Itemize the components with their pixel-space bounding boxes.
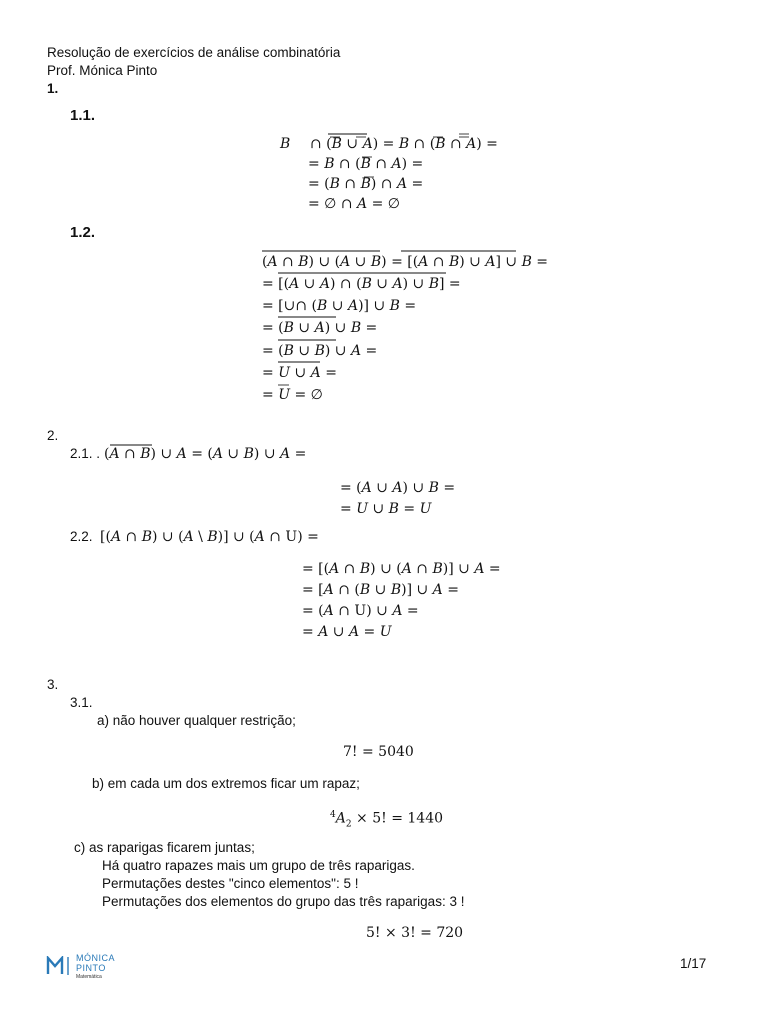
section-2-1-label: 2.1. . [70, 446, 101, 461]
eq-1-2-line-2: = [(A ∪ A) ∩ (B ∪ A) ∪ B] = [262, 276, 461, 292]
svg-text:= (A ∩ U) ∪ A =: = (A ∩ U) ∪ A = [302, 603, 419, 619]
logo-m-icon [46, 956, 74, 976]
eq-1-2-line-6: = U ∪ A = [262, 365, 337, 381]
logo-line-2: PINTO [76, 963, 106, 973]
item-b-equation [330, 806, 443, 833]
item-a-equation: 7! = 5040 [343, 744, 414, 760]
item-b-sup: 4 [330, 810, 336, 820]
eq-1-2-line-4: = (B ∪ A) ∪ B = [262, 320, 378, 336]
section-3-1-label: 3.1. [70, 695, 93, 710]
svg-text:(A ∩ B) ∪ A = (A ∪ B) ∪ A =: (A ∩ B) ∪ A = (A ∪ B) ∪ A = [104, 446, 307, 462]
eq-1-1-line-4: = ∅ ∩ A = ∅ [308, 196, 400, 212]
section-1-1-equations [270, 126, 510, 218]
eq-2-2-first [96, 522, 336, 550]
section-2-2-label: 2.2. [70, 529, 93, 544]
author-logo [46, 954, 156, 984]
logo-subtitle: Matemática [76, 974, 102, 980]
eq-1-1-line-2: = B ∩ (B ∩ A) = [308, 156, 424, 172]
item-a-text: a) não houver qualquer restrição; [97, 713, 296, 728]
eq-1-1-line-1: B [280, 136, 291, 152]
eq-2-1-rest [336, 474, 476, 520]
eq-1-2-line-3: = [∪∩ (B ∪ A)] ∪ B = [262, 298, 417, 314]
item-c-line-1: Há quatro rapazes mais um grupo de três raparigas. [102, 858, 415, 873]
eq-1-2-line-5: = (B ∪ B) ∪ A = [262, 343, 378, 359]
svg-text:= A ∪ A = U: = A ∪ A = U [302, 624, 392, 640]
question-3-label: 3. [47, 677, 59, 692]
svg-text:= [(A ∩ B) ∪ (A ∩ B)] ∪ A =: = [(A ∩ B) ∪ (A ∩ B)] ∪ A = [302, 561, 501, 577]
svg-text:= [A ∩ (B ∪ B)] ∪ A =: = [A ∩ (B ∪ B)] ∪ A = [302, 582, 459, 598]
section-1-2-label: 1.2. [70, 224, 96, 241]
section-1-2-equations [258, 244, 558, 404]
item-c-text: c) as raparigas ficarem juntas; [74, 840, 255, 855]
eq-2-1-first [102, 438, 322, 466]
item-b-text: b) em cada um dos extremos ficar um rapaz; [92, 776, 360, 791]
section-1-1-label: 1.1. [70, 107, 96, 124]
eq-1-1-line-3: = (B ∩ B) ∩ A = [308, 176, 424, 192]
svg-text:[(A ∩ B) ∪ (A \ B)] ∪ (A ∩ U): [(A ∩ B) ∪ (A \ B)] ∪ (A ∩ U) = [100, 529, 319, 545]
question-2-label: 2. [47, 428, 59, 443]
eq-2-2-rest [298, 555, 518, 645]
author-name: Prof. Mónica Pinto [47, 63, 158, 78]
question-1-label: 1. [47, 81, 59, 96]
item-c-line-2: Permutações destes "cinco elementos": 5 ! [102, 876, 359, 891]
item-b-arrangement: A [335, 810, 346, 827]
logo-line-1: MÓNICA [76, 953, 115, 963]
document-title: Resolução de exercícios de análise combinatória [47, 45, 341, 60]
page-number: 1/17 [680, 956, 707, 971]
item-b-rest: × 5! = 1440 [351, 810, 444, 827]
item-b-sub: 2 [345, 819, 352, 830]
item-c-line-3: Permutações dos elementos do grupo das três raparigas: 3 ! [102, 894, 465, 909]
eq-1-2-line-1: (A ∩ B) ∪ (A ∪ B) = [(A ∩ B) ∪ A] ∪ B = [262, 254, 549, 270]
svg-text:= (A ∪ A) ∪ B =: = (A ∪ A) ∪ B = [340, 480, 456, 496]
svg-text:= U ∪ B = U: = U ∪ B = U [340, 501, 432, 517]
eq-1-2-line-7: = U = ∅ [262, 387, 323, 403]
item-c-equation: 5! × 3! = 720 [366, 925, 464, 941]
eq-1-1-line-1b: ∩ (B ∪ A) = B ∩ (B ∩ A) = [310, 136, 498, 152]
